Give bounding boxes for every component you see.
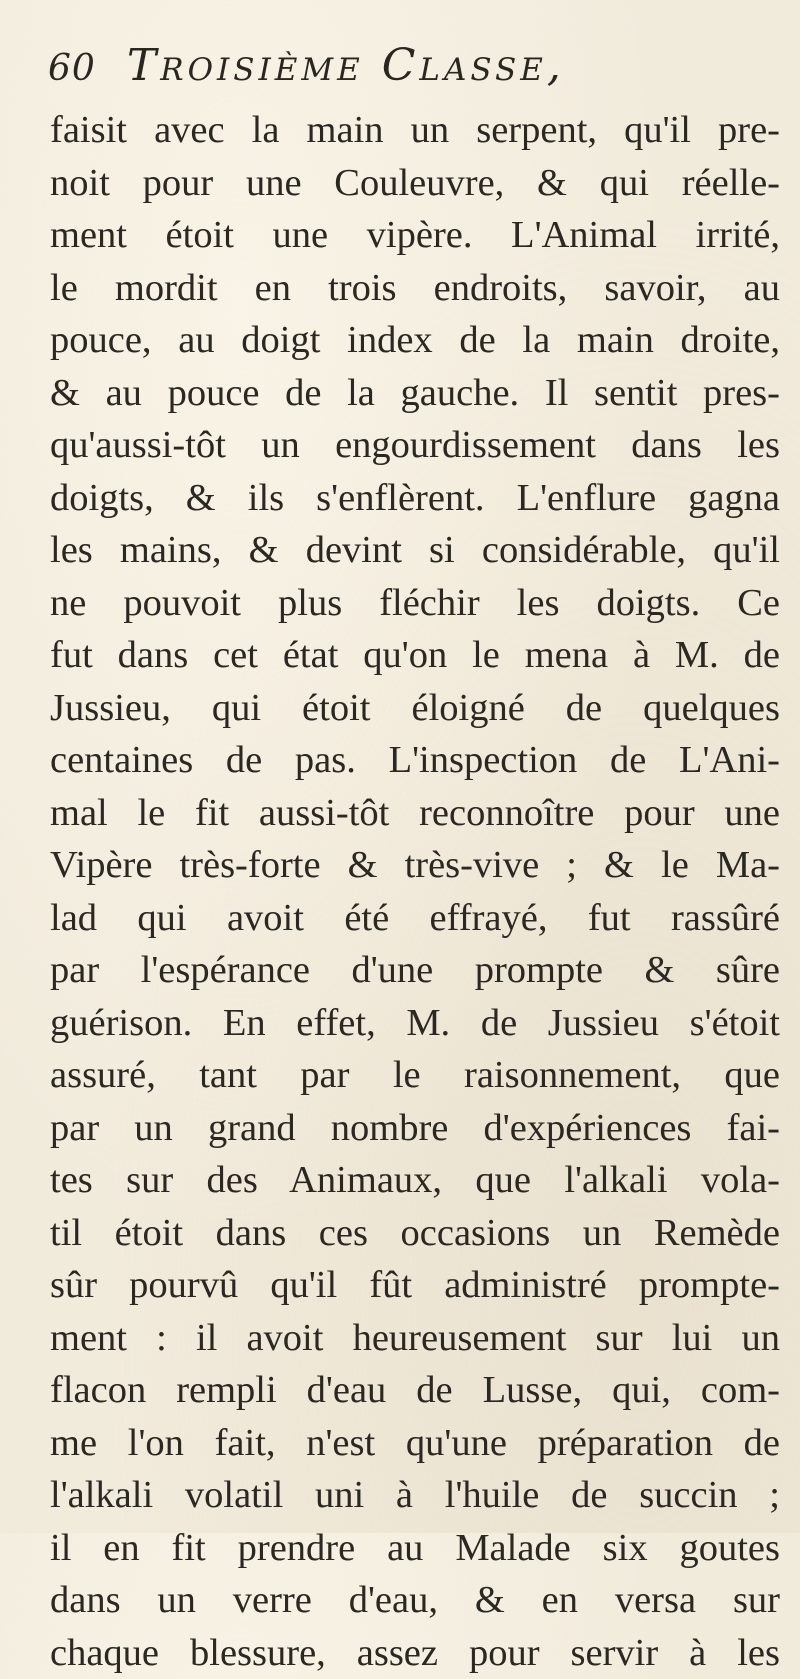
text-line: ment : il avoit heureusement sur lui un: [50, 1312, 780, 1365]
text-line: sûr pourvû qu'il fût administré prompte-: [50, 1259, 780, 1312]
text-line: ment étoit une vipère. L'Animal irrité,: [50, 209, 780, 262]
text-line: doigts, & ils s'enflèrent. L'enflure gagna: [50, 472, 780, 525]
text-line: centaines de pas. L'inspection de L'Ani-: [50, 734, 780, 787]
text-line: il en fit prendre au Malade six goutes: [50, 1522, 780, 1575]
text-line: pouce, au doigt index de la main droite,: [50, 314, 780, 367]
text-line: assuré, tant par le raisonnement, que: [50, 1049, 780, 1102]
text-line: ne pouvoit plus fléchir les doigts. Ce: [50, 577, 780, 630]
text-line: flacon rempli d'eau de Lusse, qui, com-: [50, 1364, 780, 1417]
text-line: Vipère très-forte & très-vive ; & le Ma-: [50, 839, 780, 892]
page-number: 60: [48, 48, 96, 89]
text-line: tes sur des Animaux, que l'alkali vola-: [50, 1154, 780, 1207]
text-line: noit pour une Couleuvre, & qui réelle-: [50, 157, 780, 210]
text-line: mal le fit aussi-tôt reconnoître pour une: [50, 787, 780, 840]
running-title: Troisième Classe,: [127, 40, 565, 91]
running-head: [48, 40, 768, 100]
text-line: le mordit en trois endroits, savoir, au: [50, 262, 780, 315]
text-line: les mains, & devint si considérable, qu'il: [50, 524, 780, 577]
text-line: me l'on fait, n'est qu'une préparation de: [50, 1417, 780, 1470]
text-line: chaque blessure, assez pour servir à les: [50, 1627, 780, 1679]
text-line: faisit avec la main un serpent, qu'il pre-: [50, 104, 780, 157]
text-line: fut dans cet état qu'on le mena à M. de: [50, 629, 780, 682]
text-line: dans un verre d'eau, & en versa sur: [50, 1574, 780, 1627]
text-line: lad qui avoit été effrayé, fut rassûré: [50, 892, 780, 945]
text-line: par l'espérance d'une prompte & sûre: [50, 944, 780, 997]
text-line: Jussieu, qui étoit éloigné de quelques: [50, 682, 780, 735]
text-line: qu'aussi-tôt un engourdissement dans les: [50, 419, 780, 472]
text-line: guérison. En effet, M. de Jussieu s'étoit: [50, 997, 780, 1050]
body-text: [50, 104, 780, 1679]
text-line: til étoit dans ces occasions un Remède: [50, 1207, 780, 1260]
text-line: par un grand nombre d'expériences fai-: [50, 1102, 780, 1155]
text-line: l'alkali volatil uni à l'huile de succin ;: [50, 1469, 780, 1522]
text-line: & au pouce de la gauche. Il sentit pres-: [50, 367, 780, 420]
